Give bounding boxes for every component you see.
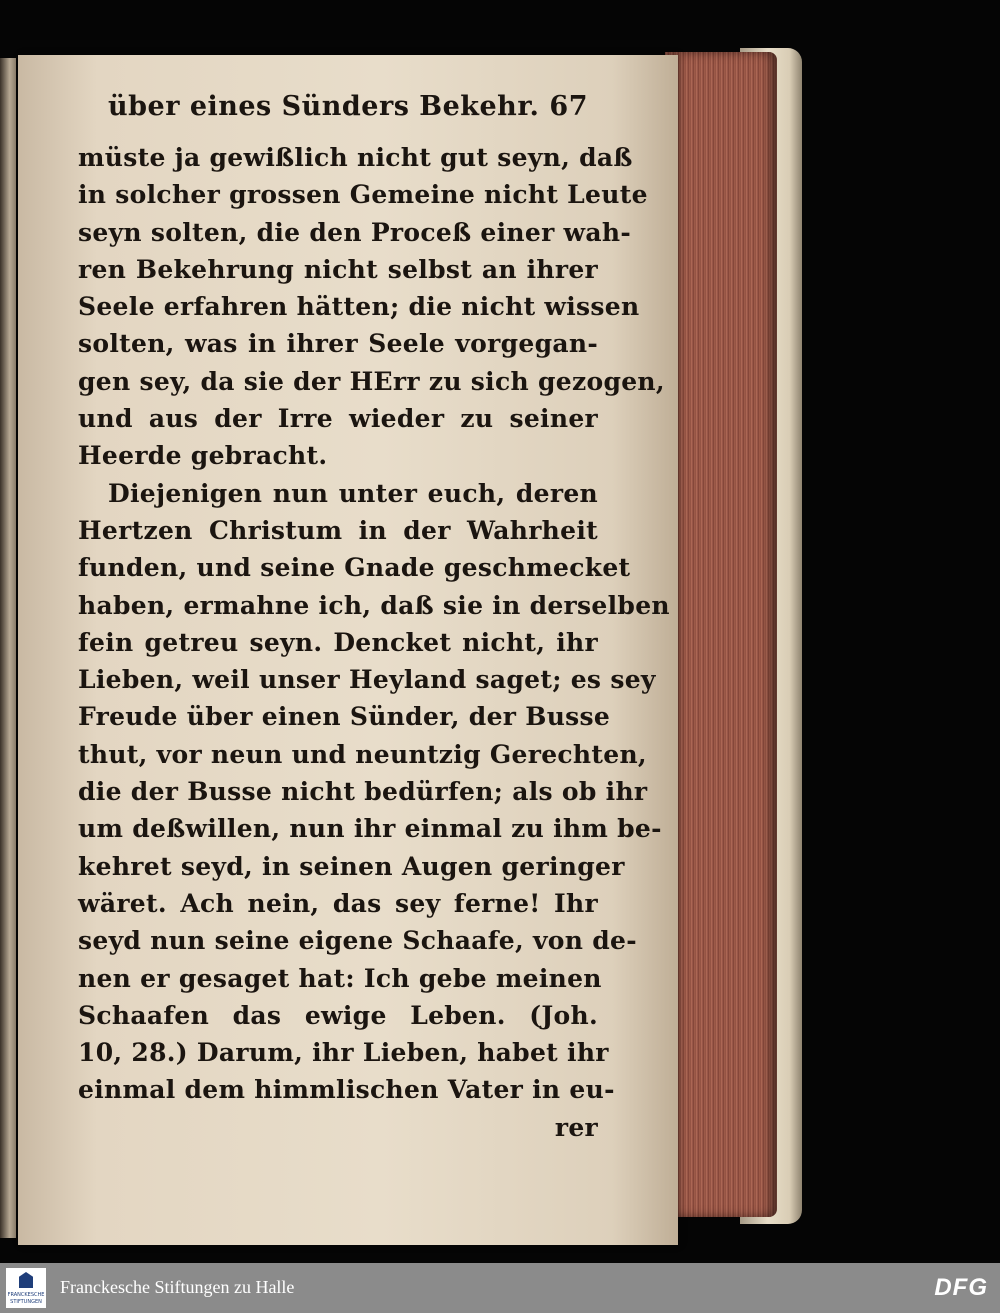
building-icon <box>19 1272 33 1288</box>
franckesche-stiftungen-logo[interactable] <box>6 1268 46 1308</box>
page-text-block <box>78 91 670 1146</box>
text-line: Schaafen das ewige Leben. (Joh. <box>78 1000 598 1030</box>
text-line: und aus der Irre wieder zu seiner <box>78 404 598 434</box>
text-line: funden, und seine Gnade geschmecket <box>78 553 631 583</box>
page-number: 67 <box>549 91 588 122</box>
text-line: einmal dem himmlischen Vater in eu- <box>78 1075 615 1105</box>
text-line: Heerde gebracht. <box>78 441 328 471</box>
text-line: ren Bekehrung nicht selbst an ihrer <box>78 254 598 284</box>
footer-bar <box>0 1263 1000 1313</box>
text-line: Freude über einen Sünder, der Busse <box>78 702 611 732</box>
dfg-logo[interactable]: DFG <box>934 1274 988 1301</box>
body-text <box>78 139 670 1109</box>
institution-name[interactable]: Franckesche Stiftungen zu Halle <box>60 1277 295 1297</box>
text-line: die der Busse nicht bedürfen; als ob ihr <box>78 777 648 807</box>
text-line: in solcher grossen Gemeine nicht Leute <box>78 180 648 210</box>
text-line: Lieben, weil unser Heyland saget; es sey <box>78 665 656 695</box>
catchword: rer <box>554 1112 598 1142</box>
text-line: nen er gesaget hat: Ich gebe meinen <box>78 963 602 993</box>
text-line: seyd nun seine eigene Schaafe, von de- <box>78 926 637 956</box>
text-line: haben, ermahne ich, daß sie in derselben <box>78 590 670 620</box>
text-line: kehret seyd, in seinen Augen geringer <box>78 851 625 881</box>
text-line: um deßwillen, nun ihr einmal zu ihm be- <box>78 814 662 844</box>
running-head-title: über eines Sünders Bekehr. <box>108 91 540 122</box>
running-header <box>78 91 598 139</box>
text-line: solten, was in ihrer Seele vorgegan- <box>78 329 598 359</box>
page-block-edges <box>665 52 777 1217</box>
logo-text-line1: FRANCKESCHE <box>7 1292 45 1298</box>
logo-text-line2: STIFTUNGEN <box>10 1299 42 1305</box>
text-line: 10, 28.) Darum, ihr Lieben, habet ihr <box>78 1038 609 1068</box>
book-page <box>18 55 678 1245</box>
text-line: seyn solten, die den Proceß einer wah- <box>78 217 632 247</box>
text-line: fein getreu seyn. Dencket nicht, ihr <box>78 627 598 657</box>
text-line: Hertzen Christum in der Wahrheit <box>78 515 598 545</box>
left-page-edge <box>0 58 16 1238</box>
text-line: müste ja gewißlich nicht gut seyn, daß <box>78 143 633 172</box>
text-line: Seele erfahren hätten; die nicht wissen <box>78 292 640 322</box>
text-line: thut, vor neun und neuntzig Gerechten, <box>78 739 647 769</box>
text-line: wäret. Ach nein, das sey ferne! Ihr <box>78 888 598 918</box>
text-line: Diejenigen nun unter euch, deren <box>108 478 598 508</box>
text-line: gen sey, da sie der HErr zu sich gezogen, <box>78 366 665 396</box>
